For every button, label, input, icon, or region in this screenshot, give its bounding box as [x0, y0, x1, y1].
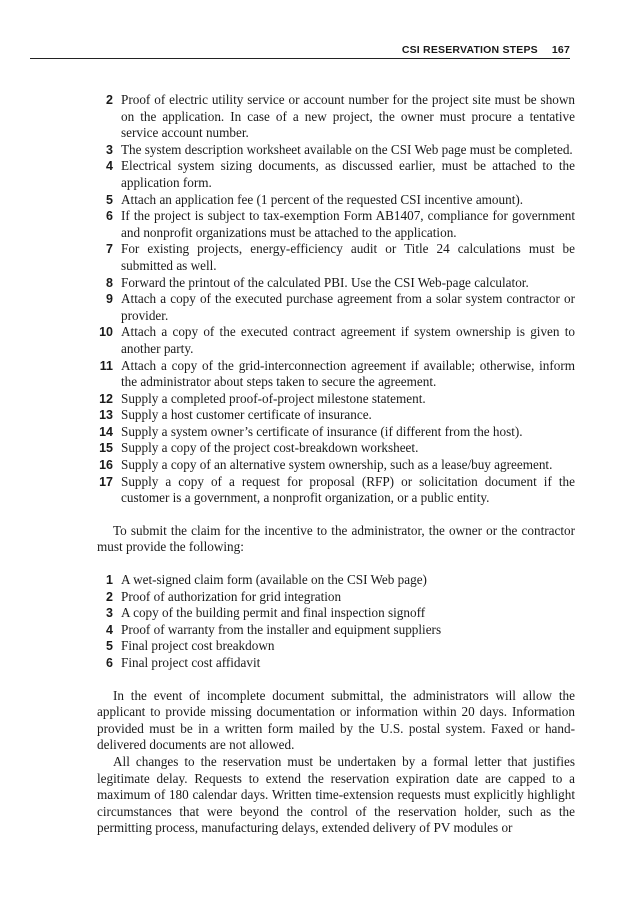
list-item-text: The system description worksheet available on the CSI Web page must be completed.: [121, 141, 573, 157]
list-item: [97, 324, 575, 357]
page-body: [97, 92, 575, 850]
list-item-text: Proof of electric utility service or account number for the project site must be shown on the application. In case of a new project, the owner must procure a tentative service account number.: [121, 92, 575, 141]
list-item: [97, 358, 575, 391]
list-item-text: Attach an application fee (1 percent of the requested CSI incentive amount).: [121, 191, 524, 207]
list-item-number: 3: [106, 142, 113, 157]
running-header: [30, 44, 570, 59]
list-item: [97, 391, 575, 408]
list-item-number: 9: [106, 292, 113, 307]
list-item-number: 16: [99, 458, 113, 473]
list-item-text: Forward the printout of the calculated PBI. Use the CSI Web-page calculator.: [121, 274, 529, 290]
list-item: [97, 457, 575, 474]
list-item-text: For existing projects, energy-efficiency audit or Title 24 calculations must be submitted as well.: [121, 241, 575, 273]
claim-requirements-list: [97, 572, 575, 672]
list-item-number: 2: [106, 93, 113, 107]
list-item-text: Supply a completed proof-of-project milestone statement.: [121, 390, 426, 406]
list-item: [97, 158, 575, 191]
list-item-number: 5: [106, 192, 113, 207]
list-item: [97, 142, 575, 159]
list-item-number: 4: [106, 159, 113, 174]
running-header-title: CSI RESERVATION STEPS: [401, 44, 538, 56]
list-item-number: 13: [99, 408, 113, 423]
list-item-text: Attach a copy of the grid-interconnection agreement if available; otherwise, inform the administrator about steps taken to secure the agreement.: [121, 357, 575, 390]
list-item-number: 2: [106, 589, 113, 604]
list-item-text: Supply a system owner’s certificate of insurance (if different from the host).: [121, 423, 523, 439]
list-item: [97, 291, 575, 324]
list-item-text: Supply a host customer certificate of insurance.: [121, 407, 372, 423]
list-item-text: If the project is subject to tax-exemption Form AB1407, compliance for government and nonprofit organizations must be attached to the application.: [121, 208, 575, 240]
list-item-text: Attach a copy of the executed contract agreement if system ownership is given to another party.: [121, 324, 575, 356]
list-item-number: 12: [99, 391, 113, 406]
list-item: [97, 92, 575, 142]
list-item: [97, 474, 575, 507]
claim-intro-paragraph: To submit the claim for the incentive to the administrator, the owner or the contractor must provide the following:: [97, 522, 575, 555]
list-item-text: Supply a copy of the project cost-breakdown worksheet.: [121, 440, 419, 456]
list-item-number: 14: [99, 424, 113, 439]
list-item: [97, 407, 575, 424]
list-item-text: Final project cost affidavit: [121, 655, 261, 670]
reservation-changes-paragraph: All changes to the reservation must be undertaken by a formal letter that justifies legitimate delay. Requests to extend the reservation expiration date are capped to a maximum of 180 calendar days. Written time-extension requests must explicitly highlight circumstances that were beyond the control of the reservation holder, such as the permitting process, manufacturing delays, extended delivery of PV modules or: [97, 753, 575, 836]
list-item: [97, 622, 575, 639]
reservation-steps-list: [97, 92, 575, 507]
list-item-number: 6: [106, 656, 113, 670]
list-item: [97, 655, 575, 672]
list-item-text: Supply a copy of a request for proposal (RFP) or solicitation document if the customer is a government, a nonprofit organization, or a public entity.: [121, 473, 575, 506]
list-item-text: Attach a copy of the executed purchase agreement from a solar system contractor or provider.: [121, 291, 575, 323]
list-item-text: Final project cost breakdown: [121, 638, 275, 654]
list-item-text: Proof of authorization for grid integration: [121, 588, 342, 604]
list-item-text: A copy of the building permit and final inspection signoff: [121, 605, 426, 621]
list-item: [97, 424, 575, 441]
list-item-number: 4: [106, 622, 113, 637]
list-item-number: 5: [106, 639, 113, 654]
list-item-number: 10: [99, 325, 113, 340]
list-item: [97, 440, 575, 457]
list-item-number: 7: [106, 242, 113, 257]
list-item-text: Supply a copy of an alternative system ownership, such as a lease/buy agreement.: [121, 457, 553, 473]
list-item-text: A wet-signed claim form (available on the CSI Web page): [121, 572, 427, 588]
list-item: [97, 208, 575, 241]
list-item: [97, 605, 575, 622]
list-item-number: 1: [106, 573, 113, 588]
page-number: 167: [551, 44, 570, 56]
list-item: [97, 275, 575, 292]
list-item-text: Electrical system sizing documents, as discussed earlier, must be attached to the application form.: [121, 158, 575, 190]
list-item: [97, 192, 575, 209]
incomplete-submittal-paragraph: In the event of incomplete document submittal, the administrators will allow the applicant to provide missing documentation or information within 20 days. Information provided must be in a written form mailed by the U.S. postal system. Faxed or hand-delivered documents are not allowed.: [97, 687, 575, 753]
list-item-number: 6: [106, 209, 113, 224]
list-item: [97, 241, 575, 274]
list-item-number: 15: [99, 441, 113, 456]
list-item-number: 11: [99, 358, 113, 373]
list-item-number: 17: [99, 474, 113, 489]
list-item-number: 3: [106, 606, 113, 621]
list-item: [97, 572, 575, 589]
list-item-number: 8: [106, 275, 113, 290]
list-item-text: Proof of warranty from the installer and equipment suppliers: [121, 621, 442, 637]
list-item: [97, 638, 575, 655]
list-item: [97, 589, 575, 606]
